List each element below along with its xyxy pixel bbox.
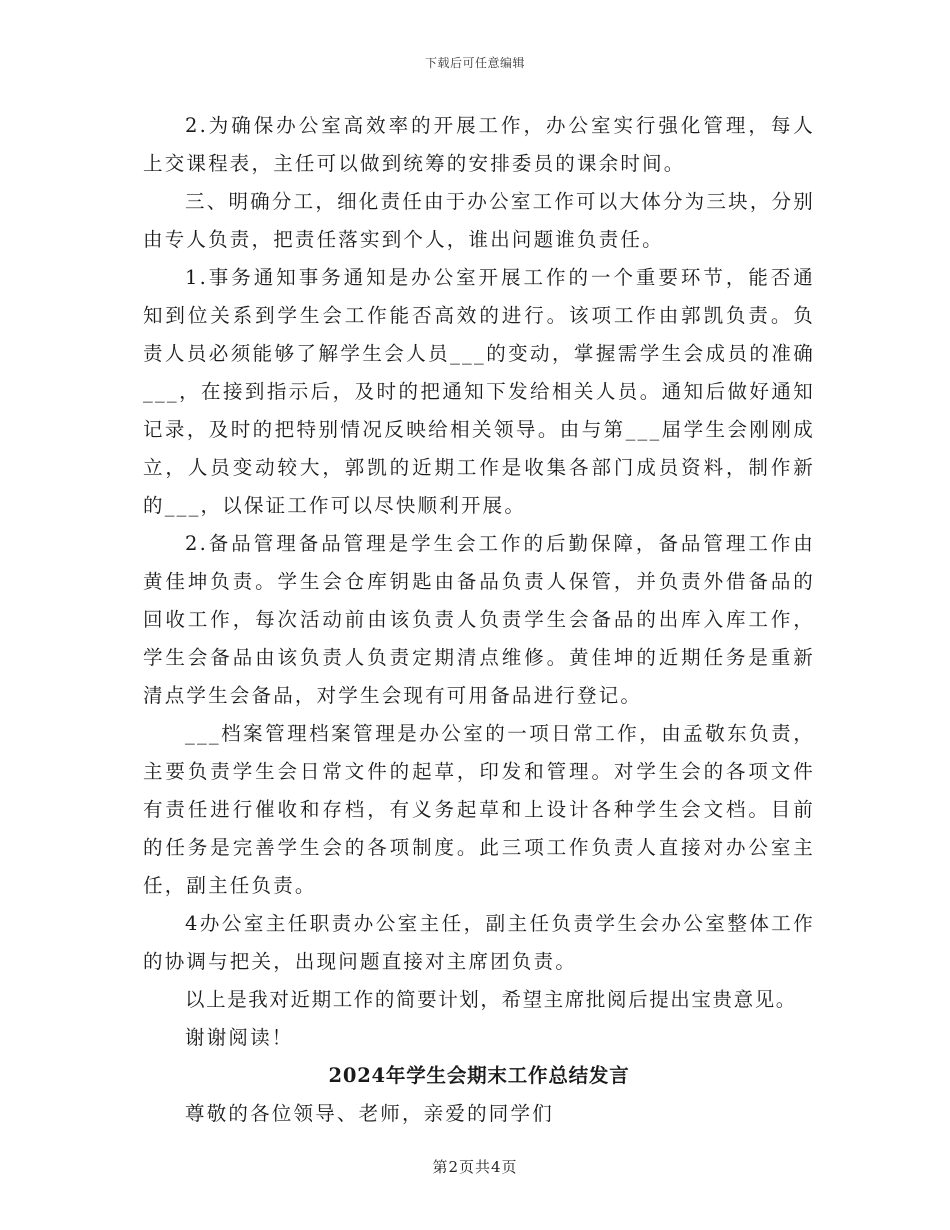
section-title: 2024年学生会期末工作总结发言 xyxy=(328,1064,630,1087)
paragraph-closing: 以上是我对近期工作的简要计划，希望主席批阅后提出宝贵意见。 xyxy=(185,988,797,1011)
paragraph-division-of-work: 三、明确分工，细化责任由于办公室工作可以大体分为三块，分别由专人负责，把责任落实到个人，谁出问题谁负责任。 xyxy=(143,190,815,251)
page-number: 第2页共4页 xyxy=(432,1158,518,1176)
paragraph-thanks: 谢谢阅读！ xyxy=(185,1026,294,1049)
paragraph-greeting: 尊敬的各位领导、老师，亲爱的同学们 xyxy=(185,1102,554,1125)
page-header: 下载后可任意编辑 xyxy=(424,56,525,70)
paragraph-notifications: 1.事务通知事务通知是办公室开展工作的一个重要环节，能否通知到位关系到学生会工作能否高效的进行。该项工作由郭凯负责。负责人员必须能够了解学生会人员___的变动，掌握需学生会成员的准确___，在接到指示后，及时的把通知下发给相关人员。通知后做好通知记录，及时的把特别情况反映给相关领导。由与第___届学生会刚刚成立，人员变动较大，郭凯的近期工作是收集各部门成员资料，制作新的___，以保证工作可以尽快顺利开展。 xyxy=(143,266,815,517)
paragraph-archives: ___档案管理档案管理是办公室的一项日常工作，由孟敬东负责，主要负责学生会日常文件的起草，印发和管理。对学生会的各项文件有责任进行催收和存档，有义务起草和上设计各种学生会文档。目前的任务是完善学生会的各项制度。此三项工作负责人直接对办公室主任，副主任负责。 xyxy=(143,722,815,897)
paragraph-timetable: 2.为确保办公室高效率的开展工作，办公室实行强化管理，每人上交课程表，主任可以做到统筹的安排委员的课余时间。 xyxy=(143,114,815,175)
paragraph-supplies: 2.备品管理备品管理是学生会工作的后勤保障，备品管理工作由黄佳坤负责。学生会仓库钥匙由备品负责人保管，并负责外借备品的回收工作，每次活动前由该负责人负责学生会备品的出库入库工作，学生会备品由该负责人负责定期清点维修。黄佳坤的近期任务是重新清点学生会备品，对学生会现有可用备品进行登记。 xyxy=(143,532,815,707)
paragraph-director-duties: 4办公室主任职责办公室主任，副主任负责学生会办公室整体工作的协调与把关，出现问题直接对主席团负责。 xyxy=(143,912,815,973)
document-body xyxy=(143,107,815,1133)
